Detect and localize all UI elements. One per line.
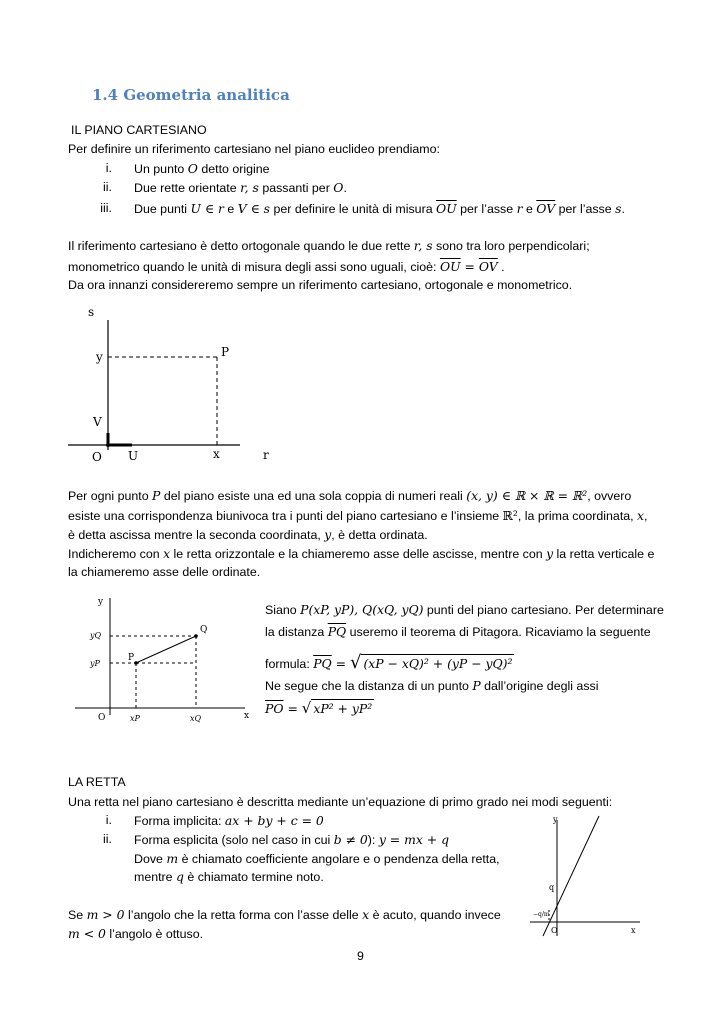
heading-retta: LA RETTA: [68, 775, 126, 789]
ogni-punto-l3: è detta ascissa mentre la seconda coordinata, y, è detta ordinata.: [68, 527, 428, 542]
figure-distance: [70, 590, 260, 730]
fig1-label-r: r: [263, 448, 269, 462]
fig1-label-y: y: [96, 350, 103, 364]
ogni-punto-l1: Per ogni punto P del piano esiste una ed una sola coppia di numeri reali (x, y) ∈ ℝ × ℝ = ℝ², ovvero: [68, 488, 632, 503]
fig1-label-V: V: [93, 415, 102, 429]
fig1-label-O: O: [92, 450, 102, 464]
fig1-label-P: P: [221, 345, 230, 359]
distanza-origin-formula: $\overline{PO}$ = √ xP² + yP²: [265, 699, 373, 717]
fig3-label-q: q: [549, 883, 555, 892]
fig1-label-s: s: [88, 305, 95, 319]
retta-dove: Dove m è chiamato coefficiente angolare e o pendenza della retta,: [134, 851, 500, 866]
ogni-punto-l2: esiste una corrispondenza biunivoca tra i punti del piano cartesiano e l’insieme ℝ², la prima coordinata, x,: [68, 508, 648, 523]
retta-intro: Una retta nel piano cartesiano è descritta mediante un’equazione di primo grado nei modi seguenti:: [68, 795, 613, 809]
fig3-label-O: O: [551, 926, 558, 935]
figure-cartesian-plane: [60, 300, 290, 470]
fig2-label-y: y: [98, 597, 104, 607]
ortho-line: Il riferimento cartesiano è detto ortogonale quando le due rette r, s sono tra loro perpendicolari;: [68, 238, 590, 253]
fig2-label-xQ: xQ: [190, 714, 202, 723]
fig2-label-x: x: [244, 711, 250, 721]
da-ora-line: Da ora innanzi considereremo sempre un riferimento cartesiano, ortogonale e monometrico.: [68, 278, 573, 292]
fig3-label-y: y: [553, 815, 558, 824]
mono-line: monometrico quando le unità di misura degli assi sono uguali, cioè: $\overline{OU} = \overline{OV}$ .: [68, 259, 505, 274]
fig2-label-Q: Q: [200, 625, 208, 635]
fig3-label-frac: −q/m: [533, 911, 550, 918]
fig2-label-P: P: [128, 653, 135, 663]
distanza-formula: formula: $\overline{PQ}$ = √ (xP − xQ)² + (yP − yQ)²: [265, 652, 513, 673]
piano-intro: Per definire un riferimento cartesiano nel piano euclideo prendiamo:: [68, 142, 440, 156]
fig2-label-yP: yP: [90, 659, 100, 668]
fig1-label-x: x: [213, 447, 220, 461]
fig1-label-U: U: [128, 449, 139, 463]
retta-se-2: m < 0 l’angolo è ottuso.: [68, 926, 204, 941]
ogni-punto-l4: Indicheremo con x le retta orizzontale e la chiameremo asse delle ascisse, mentre con y la retta verticale e: [68, 546, 655, 561]
distanza-l1: Siano P(xP, yP), Q(xQ, yQ) punti del piano cartesiano. Per determinare: [265, 602, 664, 617]
fig2-label-O: O: [98, 713, 106, 723]
ogni-punto-l5: la chiameremo asse delle ordinate.: [68, 565, 261, 579]
section-title: 1.4 Geometria analitica: [92, 86, 290, 104]
fig2-label-xP: xP: [130, 714, 140, 723]
retta-mentre: mentre q è chiamato termine noto.: [134, 869, 324, 884]
page-number: 9: [357, 949, 364, 963]
distanza-l4: Ne segue che la distanza di un punto P dall’origine degli assi: [265, 678, 599, 693]
heading-piano: IL PIANO CARTESIANO: [71, 123, 207, 137]
distanza-l2: la distanza $\overline{PQ}$ useremo il teorema di Pitagora. Ricaviamo la seguente: [265, 624, 651, 639]
fig2-label-yQ: yQ: [90, 631, 102, 640]
retta-se-1: Se m > 0 l’angolo che la retta forma con l’asse delle x è acuto, quando invece: [68, 907, 501, 922]
fig3-label-x: x: [631, 926, 636, 935]
figure-line: [525, 812, 645, 942]
